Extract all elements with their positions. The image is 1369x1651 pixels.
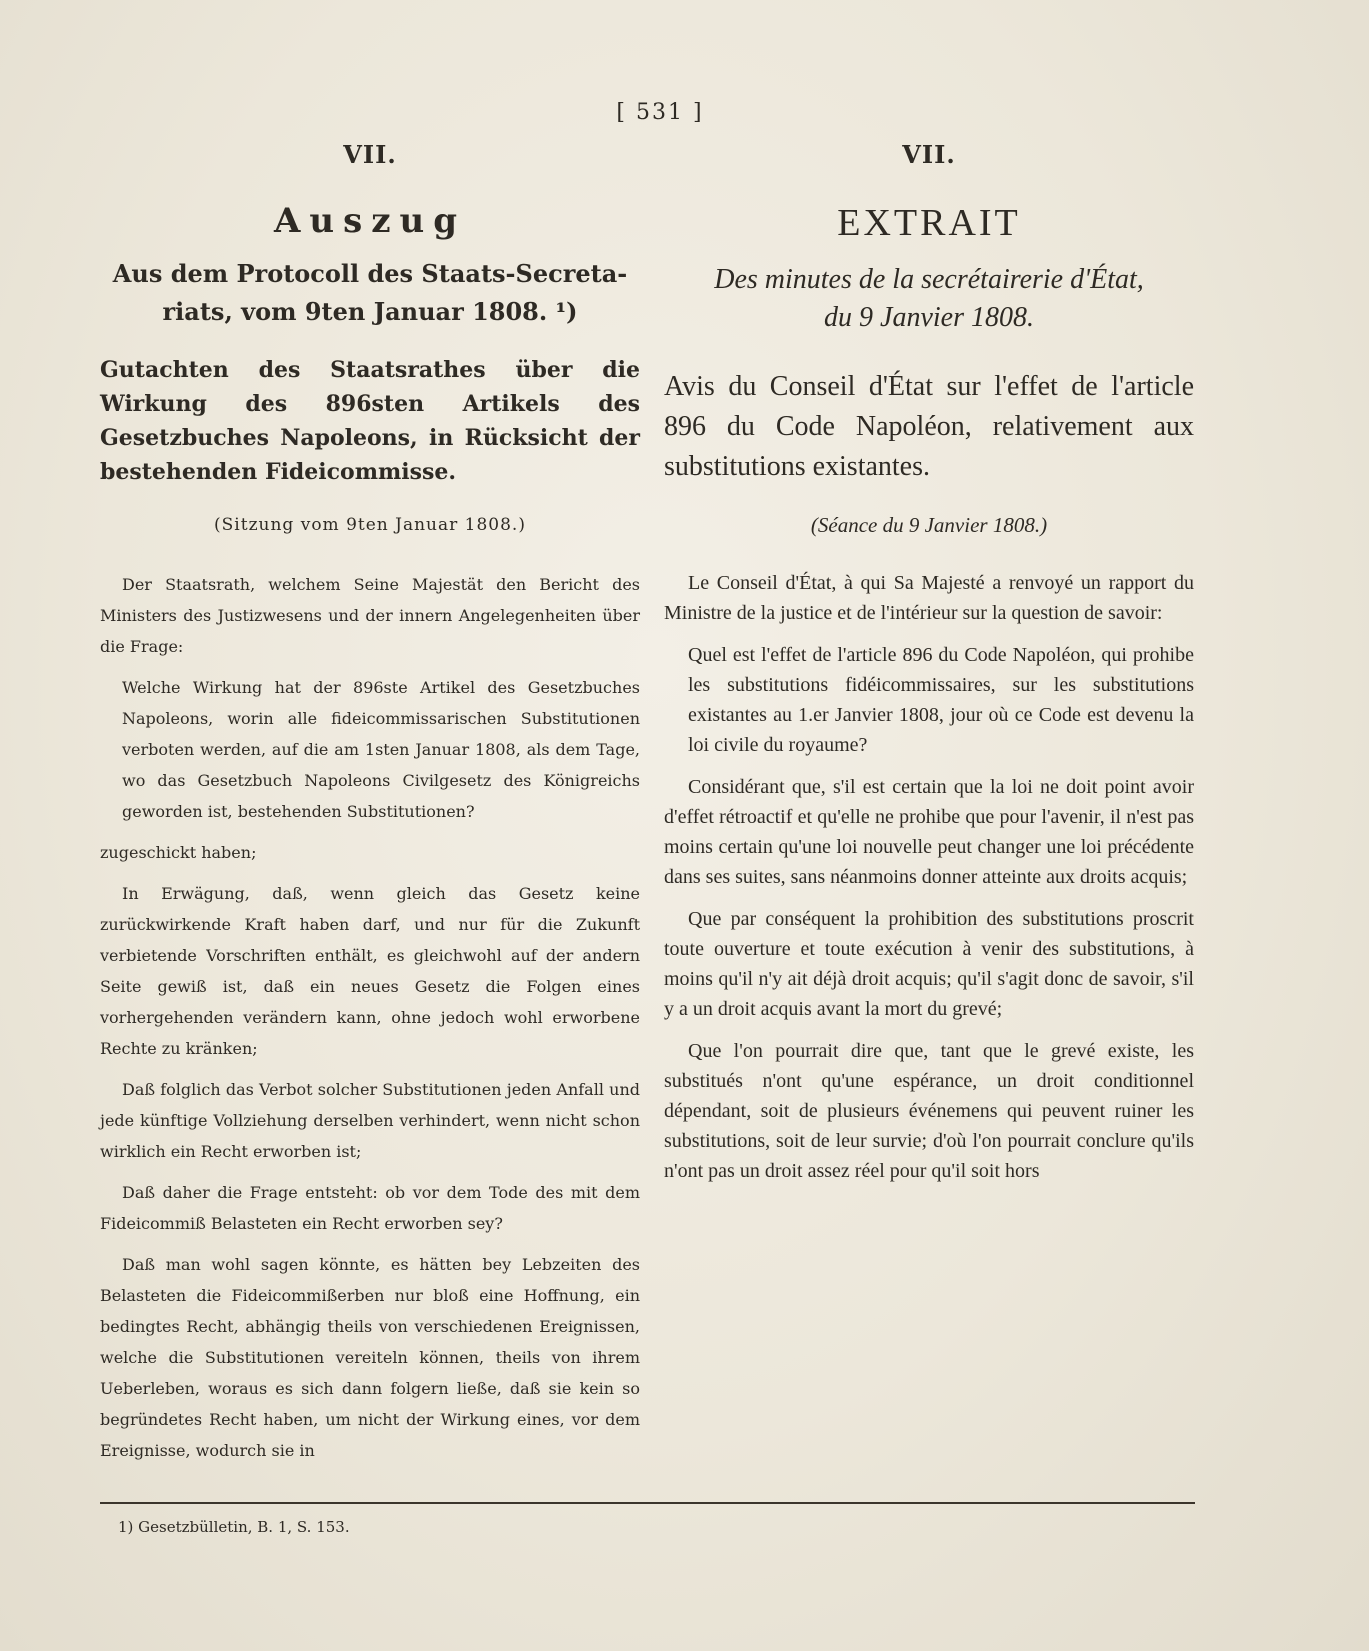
subtitle-line: Des minutes de la secrétairerie d'État,	[714, 264, 1144, 295]
german-column	[100, 140, 640, 1476]
paragraph: zugeschickt haben;	[100, 843, 257, 862]
section-title: Auszug	[273, 201, 467, 241]
section-numeral: VII.	[902, 140, 956, 169]
paragraph: Der Staatsrath, welchem Seine Majestät den Bericht des Ministers des Justizwesens und der innern Angelegenheiten über die Frage:	[100, 575, 640, 656]
page-number: [ 531 ]	[616, 100, 704, 125]
session-date: (Sitzung vom 9ten Januar 1808.)	[214, 515, 526, 535]
subtitle-line: riats, vom 9ten Januar 1808. ¹)	[162, 297, 578, 326]
subtitle-line: Aus dem Protocoll des Staats-Secreta-	[112, 259, 628, 288]
section-heading: Avis du Conseil d'État sur l'effet de l'article 896 du Code Napoléon, relativement aux substitutions existantes.	[664, 371, 1194, 482]
session-date: (Séance du 9 Janvier 1808.)	[810, 513, 1048, 537]
paragraph: Que l'on pourrait dire que, tant que le grevé existe, les substitués n'ont qu'une espérance, un droit conditionnel dépendant, soit de plusieurs événemens qui peuvent ruiner les substitutions, soit de leur survie; d'où l'on pourrait conclure qu'ils n'ont pas un droit assez réel pour qu'il soit hors	[664, 1040, 1194, 1182]
section-numeral: VII.	[343, 140, 397, 169]
section-heading: Gutachten des Staatsrathes über die Wirkung des 896sten Artikels des Gesetzbuches Napoleons, in Rücksicht der bestehenden Fideicommisse.	[100, 357, 640, 485]
paragraph: Daß folglich das Verbot solcher Substitutionen jeden Anfall und jede künftige Vollziehung derselben verhindert, wenn nicht schon wirklich ein Recht erworben ist;	[100, 1080, 640, 1161]
section-title: EXTRAIT	[837, 202, 1021, 244]
subtitle-line: du 9 Janvier 1808.	[824, 302, 1034, 333]
paragraph: In Erwägung, daß, wenn gleich das Gesetz keine zurückwirkende Kraft haben darf, und nur für die Zukunft verbietende Vorschriften enthält, es gleichwohl auf der andern Seite gewiß ist, daß ein neues Gesetz die Folgen eines vorhergehenden verändern kann, ohne jedoch wohl erworbene Rechte zu kränken;	[100, 884, 640, 1058]
section-subtitle	[664, 261, 1194, 337]
quoted-question: Welche Wirkung hat der 896ste Artikel des Gesetzbuches Napoleons, worin alle fideicommissarischen Substitutionen verboten werden, auf die am 1sten Januar 1808, als dem Tage, wo das Gesetzbuch Napoleons Civilgesetz des Königreichs geworden ist, bestehenden Substitutionen?	[122, 678, 640, 821]
paragraph: Daß man wohl sagen könnte, es hätten bey Lebzeiten des Belasteten die Fideicommißerben nur bloß eine Hoffnung, ein bedingtes Recht, abhängig theils von verschiedenen Ereignissen, welche die Substitutionen vereiteln können, theils von ihrem Ueberleben, woraus es sich dann folgern ließe, daß sie kein so begründetes Recht haben, um nicht der Wirkung eines, vor dem Ereignisse, wodurch sie in	[100, 1255, 640, 1460]
paragraph: Considérant que, s'il est certain que la loi ne doit point avoir d'effet rétroactif et qu'elle ne prohibe que pour l'avenir, il n'est pas moins certain qu'une loi nouvelle peut changer une loi précédente dans ses suites, sans néanmoins donner atteinte aux droits acquis;	[664, 776, 1194, 888]
section-subtitle	[100, 255, 640, 331]
quoted-question: Quel est l'effet de l'article 896 du Code Napoléon, qui prohibe les substitutions fidéicommissaires, sur les substitutions existantes au 1.er Janvier 1808, jour où ce Code est devenu la loi civile du royaume?	[688, 644, 1194, 756]
footnote-divider	[100, 1502, 1195, 1504]
paragraph: Le Conseil d'État, à qui Sa Majesté a renvoyé un rapport du Ministre de la justice et de l'intérieur sur la question de savoir:	[664, 572, 1194, 624]
paragraph: Que par conséquent la prohibition des substitutions proscrit toute ouverture et toute exécution à venir des substitutions, à moins qu'il n'y ait déjà droit acquis; qu'il s'agit donc de savoir, s'il y a un droit acquis avant la mort du grevé;	[664, 908, 1194, 1020]
french-column	[664, 140, 1194, 1198]
footnote: 1) Gesetzbülletin, B. 1, S. 153.	[118, 1518, 350, 1536]
paragraph: Daß daher die Frage entsteht: ob vor dem Tode des mit dem Fideicommiß Belasteten ein Recht erworben sey?	[100, 1183, 640, 1233]
